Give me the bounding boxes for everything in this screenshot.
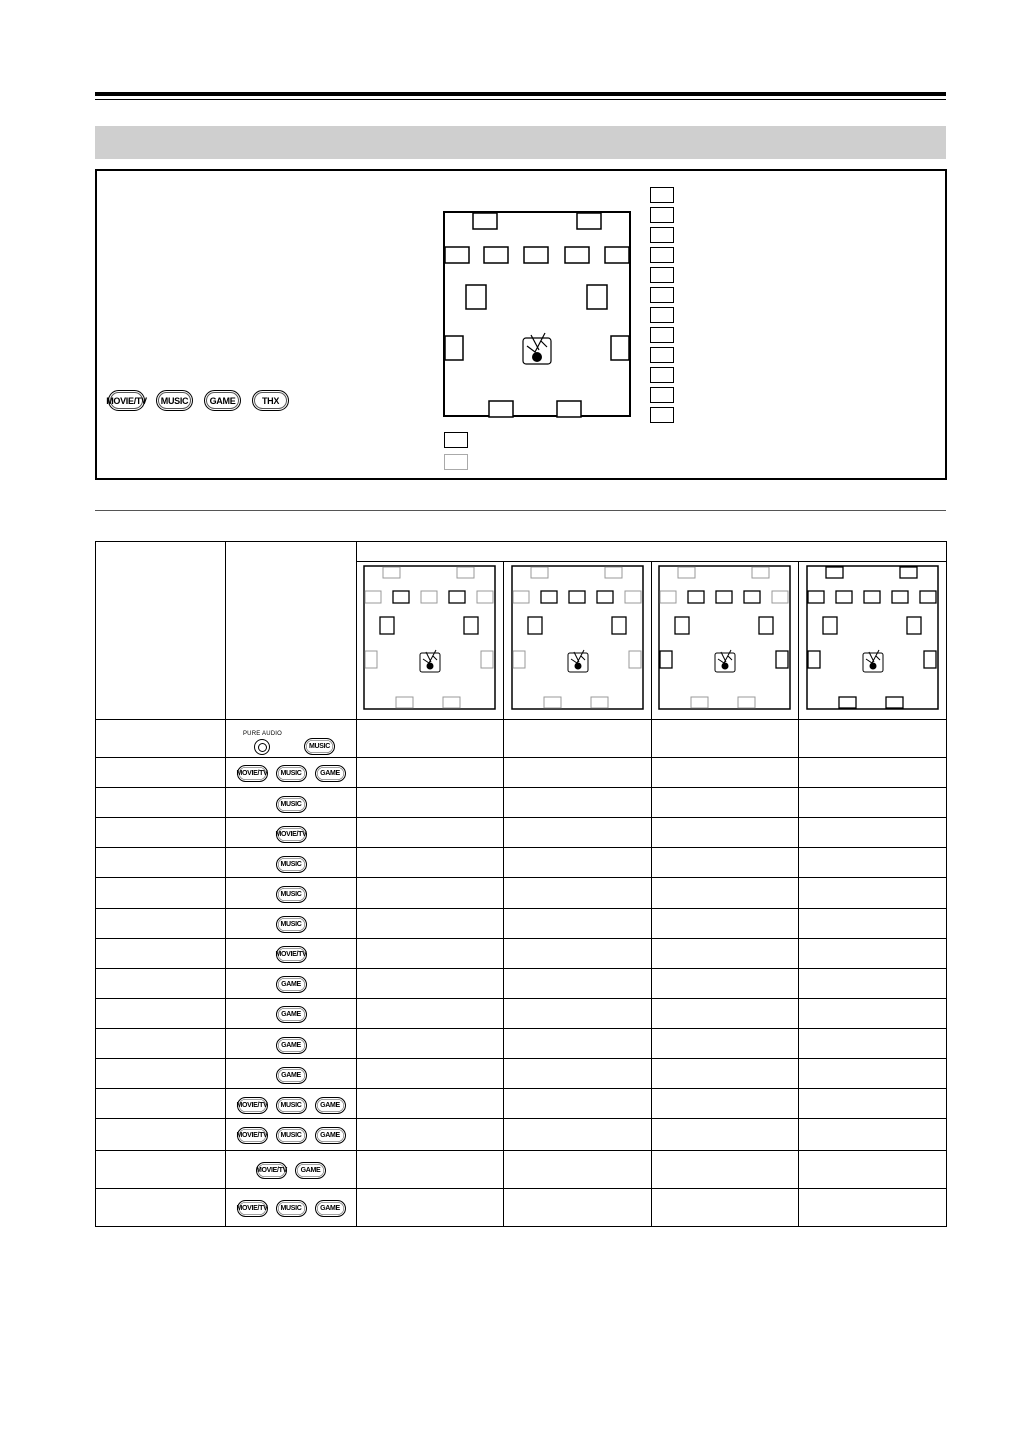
mode-button-cell: [226, 998, 357, 1028]
layout-availability-cell: [357, 719, 504, 757]
speaker-front-wide-left: [513, 591, 529, 603]
layout-availability-cell: [504, 1059, 652, 1089]
layout-availability-cell: [652, 788, 799, 818]
layout-availability-cell: [504, 1089, 652, 1119]
legend-key-active-speaker: [444, 432, 468, 448]
speaker-subwoofer-right: [587, 285, 607, 309]
speaker-subwoofer-left: [528, 617, 542, 634]
table-row: [96, 719, 947, 757]
page-header-rule-thick: [95, 92, 946, 96]
speaker-center: [421, 591, 437, 603]
legend-box: [650, 247, 674, 263]
layout-availability-cell: [799, 757, 947, 787]
mode-button-cell: [226, 1029, 357, 1059]
layout-availability-cell: [652, 848, 799, 878]
speaker-front-right: [892, 591, 908, 603]
mode-name-cell: [96, 757, 226, 787]
layout-diagram-cell: [799, 562, 947, 720]
table-row: [96, 908, 947, 938]
mode-button-cell: [226, 968, 357, 998]
movie-tv-button[interactable]: MOVIE/TV: [237, 1127, 268, 1144]
legend-box: [650, 207, 674, 223]
room-outline: [512, 566, 643, 709]
music-button[interactable]: MUSIC: [156, 390, 193, 411]
speaker-layout-mini-3: [658, 565, 792, 711]
speaker-front-high-right: [577, 213, 601, 229]
table-row: [96, 998, 947, 1028]
mode-name-cell: [96, 968, 226, 998]
layout-availability-cell: [357, 878, 504, 908]
speaker-layout-mini-2: [511, 565, 645, 711]
layout-availability-cell: [504, 1188, 652, 1226]
layout-availability-cell: [799, 998, 947, 1028]
mode-button-cell: [226, 818, 357, 848]
layout-availability-cell: [652, 1059, 799, 1089]
speaker-surround-back-left: [691, 697, 708, 708]
music-button[interactable]: MUSIC: [276, 796, 307, 813]
thx-button[interactable]: THX: [252, 390, 289, 411]
speaker-front-right: [744, 591, 760, 603]
speaker-front-high-right: [605, 567, 622, 578]
main-speaker-layout-diagram: [443, 211, 633, 419]
speaker-surround-back-left: [544, 697, 561, 708]
speaker-center: [524, 247, 548, 263]
header-speaker-layout-span: [357, 542, 947, 562]
table-row: [96, 1029, 947, 1059]
header-mode-name-cell: [96, 542, 226, 720]
speaker-subwoofer-right: [612, 617, 626, 634]
layout-availability-cell: [652, 998, 799, 1028]
game-button[interactable]: GAME: [276, 1067, 307, 1084]
movie-tv-button[interactable]: MOVIE/TV: [256, 1162, 287, 1179]
legend-box: [650, 287, 674, 303]
mode-name-cell: [96, 878, 226, 908]
legend-box: [650, 267, 674, 283]
movie-tv-button[interactable]: MOVIE/TV: [108, 390, 145, 411]
layout-availability-cell: [504, 719, 652, 757]
table-row: [96, 818, 947, 848]
mode-button-cell: [226, 1150, 357, 1188]
speaker-front-right: [597, 591, 613, 603]
layout-availability-cell: [504, 818, 652, 848]
speaker-front-right: [565, 247, 589, 263]
layout-availability-cell: [504, 1119, 652, 1150]
listener-icon: [568, 650, 588, 672]
music-button[interactable]: MUSIC: [276, 916, 307, 933]
speaker-surround-back-left: [839, 697, 856, 708]
speaker-front-wide-left: [445, 247, 469, 263]
speaker-front-wide-right: [772, 591, 788, 603]
table-row: [96, 878, 947, 908]
speaker-front-high-right: [752, 567, 769, 578]
table-row: [96, 1119, 947, 1150]
music-button[interactable]: MUSIC: [276, 1097, 307, 1114]
music-button[interactable]: MUSIC: [276, 765, 307, 782]
speaker-surround-right: [776, 651, 788, 668]
movie-tv-button[interactable]: MOVIE/TV: [237, 1200, 268, 1217]
layout-availability-cell: [652, 938, 799, 968]
game-button[interactable]: GAME: [204, 390, 241, 411]
speaker-surround-left: [365, 651, 377, 668]
game-button[interactable]: GAME: [315, 1097, 346, 1114]
layout-availability-cell: [799, 848, 947, 878]
table-row: [96, 968, 947, 998]
room-outline: [444, 212, 630, 416]
layout-availability-cell: [652, 719, 799, 757]
speaker-front-wide-left: [808, 591, 824, 603]
mode-button-cell: [226, 1089, 357, 1119]
movie-tv-button[interactable]: MOVIE/TV: [237, 1097, 268, 1114]
movie-tv-button[interactable]: MOVIE/TV: [237, 765, 268, 782]
speaker-surround-back-right: [738, 697, 755, 708]
layout-availability-cell: [357, 908, 504, 938]
speaker-front-wide-right: [920, 591, 936, 603]
speaker-front-high-left: [473, 213, 497, 229]
game-button[interactable]: GAME: [276, 1037, 307, 1054]
layout-availability-cell: [652, 1089, 799, 1119]
speaker-legend-list: [650, 187, 674, 427]
section-divider-rule: [95, 510, 946, 511]
mode-button-cell: [226, 1119, 357, 1150]
layout-availability-cell: [799, 1150, 947, 1188]
page-header-rule-thin: [95, 99, 946, 100]
layout-availability-cell: [652, 1188, 799, 1226]
speaker-center: [864, 591, 880, 603]
table-row: [96, 1188, 947, 1226]
layout-availability-cell: [504, 1150, 652, 1188]
speaker-surround-left: [445, 336, 463, 360]
mode-name-cell: [96, 818, 226, 848]
table-row: [96, 1089, 947, 1119]
music-button[interactable]: MUSIC: [276, 1200, 307, 1217]
speaker-front-high-right: [900, 567, 917, 578]
table-row: [96, 1150, 947, 1188]
mode-name-cell: [96, 1089, 226, 1119]
layout-availability-cell: [652, 818, 799, 848]
layout-availability-cell: [799, 1029, 947, 1059]
table-row: [96, 938, 947, 968]
layout-availability-cell: [799, 938, 947, 968]
section-title-bar: [95, 126, 946, 159]
listener-icon: [523, 333, 551, 364]
layout-diagram-cell: [504, 562, 652, 720]
speaker-front-high-right: [457, 567, 474, 578]
mode-button-cell: [226, 908, 357, 938]
speaker-subwoofer-left: [675, 617, 689, 634]
layout-availability-cell: [799, 818, 947, 848]
mode-name-cell: [96, 938, 226, 968]
mode-name-cell: [96, 998, 226, 1028]
listening-mode-table: [95, 541, 947, 1227]
game-button[interactable]: GAME: [315, 1127, 346, 1144]
game-button[interactable]: GAME: [276, 976, 307, 993]
mode-button-cell: [226, 848, 357, 878]
layout-availability-cell: [357, 757, 504, 787]
speaker-front-left: [541, 591, 557, 603]
layout-availability-cell: [799, 1059, 947, 1089]
layout-availability-cell: [799, 908, 947, 938]
mode-name-cell: [96, 848, 226, 878]
game-button[interactable]: GAME: [276, 1006, 307, 1023]
mode-name-cell: [96, 1029, 226, 1059]
table-row: [96, 788, 947, 818]
layout-availability-cell: [652, 908, 799, 938]
movie-tv-button[interactable]: MOVIE/TV: [276, 946, 307, 963]
intro-mode-buttons: [108, 390, 289, 411]
legend-box: [650, 367, 674, 383]
speaker-surround-left: [660, 651, 672, 668]
speaker-surround-back-right: [443, 697, 460, 708]
speaker-front-wide-left: [660, 591, 676, 603]
speaker-surround-right: [481, 651, 493, 668]
layout-availability-cell: [357, 1089, 504, 1119]
room-outline: [807, 566, 938, 709]
layout-availability-cell: [357, 1059, 504, 1089]
speaker-surround-back-left: [396, 697, 413, 708]
layout-availability-cell: [799, 878, 947, 908]
speaker-surround-right: [924, 651, 936, 668]
game-button[interactable]: GAME: [315, 1200, 346, 1217]
legend-box: [650, 307, 674, 323]
mode-button-cell: [226, 938, 357, 968]
legend-box: [650, 227, 674, 243]
mode-button-cell: [226, 757, 357, 787]
mode-name-cell: [96, 1059, 226, 1089]
layout-availability-cell: [652, 968, 799, 998]
mode-name-cell: [96, 1150, 226, 1188]
layout-availability-cell: [652, 1119, 799, 1150]
speaker-layout-mini-1: [363, 565, 497, 711]
speaker-center: [716, 591, 732, 603]
mode-button-cell: [226, 1059, 357, 1089]
mode-name-cell: [96, 1119, 226, 1150]
speaker-surround-back-left: [489, 401, 513, 417]
layout-availability-cell: [357, 788, 504, 818]
layout-availability-cell: [357, 998, 504, 1028]
mode-button-cell: [226, 878, 357, 908]
table-row: [96, 757, 947, 787]
mode-name-cell: [96, 908, 226, 938]
layout-availability-cell: [357, 1188, 504, 1226]
speaker-surround-back-right: [591, 697, 608, 708]
header-mode-button-cell: [226, 542, 357, 720]
layout-availability-cell: [357, 1150, 504, 1188]
room-outline: [659, 566, 790, 709]
mode-name-cell: [96, 719, 226, 757]
layout-availability-cell: [652, 878, 799, 908]
speaker-front-left: [484, 247, 508, 263]
game-button[interactable]: GAME: [295, 1162, 326, 1179]
listener-icon: [863, 650, 883, 672]
table-row: [96, 848, 947, 878]
listener-icon: [715, 650, 735, 672]
speaker-front-wide-right: [477, 591, 493, 603]
speaker-front-left: [688, 591, 704, 603]
speaker-surround-back-right: [886, 697, 903, 708]
layout-availability-cell: [357, 1029, 504, 1059]
speaker-layout-mini-4: [806, 565, 940, 711]
layout-availability-cell: [799, 1089, 947, 1119]
music-button[interactable]: MUSIC: [304, 738, 335, 755]
layout-availability-cell: [357, 938, 504, 968]
legend-box: [650, 407, 674, 423]
speaker-front-left: [836, 591, 852, 603]
music-button[interactable]: MUSIC: [276, 856, 307, 873]
layout-availability-cell: [799, 719, 947, 757]
legend-box: [650, 187, 674, 203]
pure-audio-knob-icon: [254, 739, 270, 755]
speaker-subwoofer-left: [380, 617, 394, 634]
legend-key-inactive-speaker: [444, 454, 468, 470]
mode-name-cell: [96, 788, 226, 818]
layout-availability-cell: [504, 908, 652, 938]
layout-availability-cell: [652, 757, 799, 787]
layout-diagram-cell: [652, 562, 799, 720]
mode-button-cell: [226, 1188, 357, 1226]
speaker-front-wide-right: [605, 247, 629, 263]
layout-availability-cell: [652, 1150, 799, 1188]
listener-icon: [420, 650, 440, 672]
speaker-front-high-left: [678, 567, 695, 578]
layout-availability-cell: [799, 968, 947, 998]
layout-availability-cell: [504, 788, 652, 818]
layout-availability-cell: [357, 848, 504, 878]
speaker-surround-right: [629, 651, 641, 668]
speaker-surround-right: [611, 336, 629, 360]
table-row: [96, 1059, 947, 1089]
speaker-subwoofer-right: [907, 617, 921, 634]
speaker-subwoofer-right: [464, 617, 478, 634]
speaker-front-high-left: [531, 567, 548, 578]
room-outline: [364, 566, 495, 709]
layout-availability-cell: [357, 968, 504, 998]
layout-diagram-cell: [357, 562, 504, 720]
legend-box: [650, 387, 674, 403]
speaker-surround-left: [808, 651, 820, 668]
layout-availability-cell: [504, 998, 652, 1028]
mode-name-cell: [96, 1188, 226, 1226]
layout-availability-cell: [504, 878, 652, 908]
pure-audio-label: PURE AUDIO: [242, 730, 282, 737]
speaker-front-high-left: [826, 567, 843, 578]
layout-availability-cell: [504, 1029, 652, 1059]
mode-button-cell: [226, 788, 357, 818]
speaker-front-high-left: [383, 567, 400, 578]
speaker-subwoofer-right: [759, 617, 773, 634]
speaker-front-right: [449, 591, 465, 603]
pure-audio-button[interactable]: [243, 731, 282, 755]
mode-button-cell: [226, 719, 357, 757]
layout-availability-cell: [799, 788, 947, 818]
layout-availability-cell: [357, 1119, 504, 1150]
layout-availability-cell: [504, 848, 652, 878]
legend-box: [650, 347, 674, 363]
layout-availability-cell: [357, 818, 504, 848]
music-button[interactable]: MUSIC: [276, 1127, 307, 1144]
legend-box: [650, 327, 674, 343]
speaker-front-wide-left: [365, 591, 381, 603]
game-button[interactable]: GAME: [315, 765, 346, 782]
speaker-surround-back-right: [557, 401, 581, 417]
layout-availability-cell: [799, 1119, 947, 1150]
layout-availability-cell: [504, 757, 652, 787]
speaker-center: [569, 591, 585, 603]
layout-availability-cell: [504, 938, 652, 968]
music-button[interactable]: MUSIC: [276, 886, 307, 903]
speaker-subwoofer-left: [466, 285, 486, 309]
layout-availability-cell: [799, 1188, 947, 1226]
movie-tv-button[interactable]: MOVIE/TV: [276, 826, 307, 843]
speaker-front-left: [393, 591, 409, 603]
speaker-front-wide-right: [625, 591, 641, 603]
speaker-surround-left: [513, 651, 525, 668]
layout-availability-cell: [504, 968, 652, 998]
layout-availability-cell: [652, 1029, 799, 1059]
speaker-subwoofer-left: [823, 617, 837, 634]
